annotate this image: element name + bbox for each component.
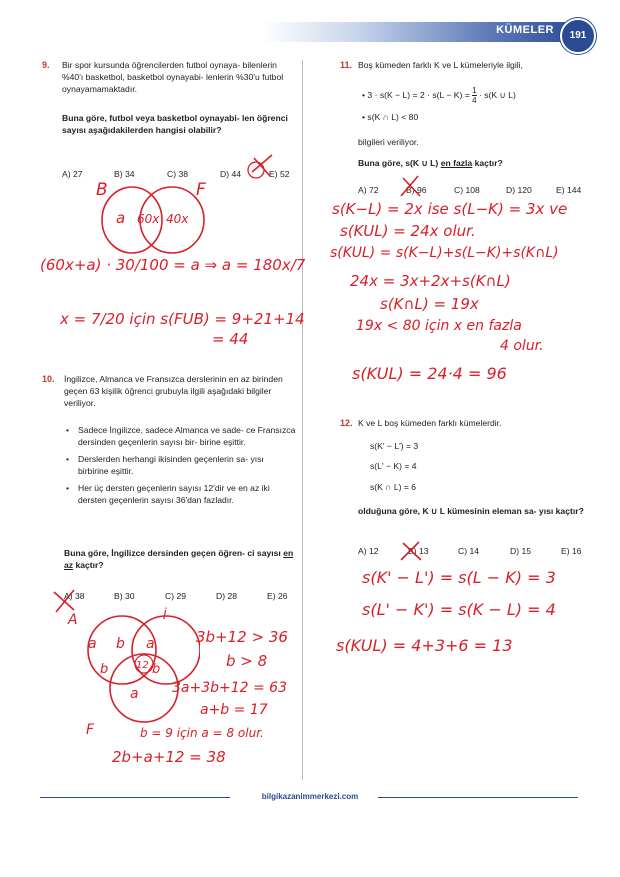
q9-hw-b: B xyxy=(96,180,108,200)
q11-hw-l7: 4 olur. xyxy=(500,338,544,354)
q9-text: Bir spor kursunda öğrencilerden futbol oynaya- bilenlerin %40'ı basketbol, basketbol oynayabi- lenlerin %30'u futbol oynayamamaktadır. xyxy=(62,60,284,94)
q9-number: 9. xyxy=(42,60,50,70)
section-title: KÜMELER xyxy=(496,24,554,36)
q12-option-b[interactable]: B) 13 xyxy=(408,546,429,556)
q11-question: Buna göre, s(K ∪ L) en fazla kaçtır? xyxy=(358,158,503,168)
q12-question: olduğuna göre, K ∪ L kümesinin eleman sa- yısı kaçtır? xyxy=(358,506,584,516)
q12-given-3: s(K ∩ L) = 6 xyxy=(370,482,417,492)
q11-formula-1: • 3 · s(K − L) = 2 · s(L − K) = $\frac{1}{4}$ · s(K ∪ L) xyxy=(362,86,516,105)
q11-hw-l5: s(K∩L) = 19x xyxy=(380,295,479,313)
q11-answer-mark xyxy=(396,172,426,202)
q10-hw-v-b2: b xyxy=(100,662,109,677)
q11-hw-l3: s(KUL) = s(K−L)+s(L−K)+s(K∩L) xyxy=(330,245,559,261)
q11-option-c[interactable]: C) 108 xyxy=(454,185,480,195)
q9-hw-eq3: = 44 xyxy=(212,330,249,348)
q9-option-d[interactable]: D) 44 xyxy=(220,169,242,179)
q12-hw-l3: s(KUL) = 4+3+6 = 13 xyxy=(336,636,513,655)
q12-option-e[interactable]: E) 16 xyxy=(561,546,582,556)
q9-hw-eq2: x = 7/20 için s(FUB) = 9+21+14 xyxy=(60,310,305,328)
q10-hw-l5: b = 9 için a = 8 olur. xyxy=(140,726,264,740)
q11-hw-l8: s(KUL) = 24·4 = 96 xyxy=(352,364,507,383)
q10-hw-v-b3: b xyxy=(152,662,161,677)
q9-hw-venn-a: a xyxy=(116,209,126,227)
q10-bullet-1: • Sadece İngilizce, sadece Almanca ve sade- ce Fransızca dersinden geçenlerin sayısı bir- birine eşittir. xyxy=(66,424,296,448)
footer-site: bilgikazanimmerkezi.com xyxy=(261,792,359,801)
q11-option-d[interactable]: D) 120 xyxy=(506,185,532,195)
q9-option-c[interactable]: C) 38 xyxy=(167,169,189,179)
q11-emphasis: en fazla xyxy=(440,158,473,168)
q10-hw-l1: 3b+12 > 36 xyxy=(196,628,288,646)
q11-text: Boş kümeden farklı K ve L kümeleriyle ilgili, xyxy=(358,60,523,70)
q12-hw-l2: s(L' − K') = s(K − L) = 4 xyxy=(362,600,556,619)
q11-hw-l6: 19x < 80 için x en fazla xyxy=(356,318,522,334)
q9-sketch xyxy=(40,150,300,270)
q9-hw-f: F xyxy=(196,180,206,200)
q9-hw-venn-r: 40x xyxy=(166,212,189,226)
q12-text: K ve L boş kümeden farklı kümelerdir. xyxy=(358,418,502,428)
q11-hw-l2: s(KUL) = 24x olur. xyxy=(340,222,476,240)
q12-number: 12. xyxy=(340,418,353,428)
q12-given-2: s(L' − K) = 4 xyxy=(370,461,417,471)
q10-hw-v-b1: b xyxy=(116,636,125,652)
q12-option-c[interactable]: C) 14 xyxy=(458,546,480,556)
q11-number: 11. xyxy=(340,60,353,70)
q10-option-a[interactable]: A) 38 xyxy=(64,591,85,601)
q10-option-e[interactable]: E) 26 xyxy=(267,591,288,601)
q10-question: Buna göre, İngilizce dersinden geçen öğren- ci sayısı en az kaçtır? xyxy=(64,548,294,570)
q11-hw-l1: s(K−L) = 2x ise s(L−K) = 3x ve xyxy=(332,200,568,218)
q12-option-a[interactable]: A) 12 xyxy=(358,546,379,556)
column-divider xyxy=(302,60,303,780)
q10-option-b[interactable]: B) 30 xyxy=(114,591,135,601)
page-number: 191 xyxy=(560,18,596,54)
q9-option-a[interactable]: A) 27 xyxy=(62,169,83,179)
q10-hw-a: A xyxy=(68,612,78,628)
q11-hw-l4: 24x = 3x+2x+s(K∩L) xyxy=(350,272,511,290)
q11-option-b[interactable]: B) 96 xyxy=(406,185,427,195)
q11-options xyxy=(358,185,598,197)
q10-bullets xyxy=(66,424,296,511)
q11-option-a[interactable]: A) 72 xyxy=(358,185,379,195)
q10-option-d[interactable]: D) 28 xyxy=(216,591,238,601)
q10-hw-v-12: 12 xyxy=(136,660,149,671)
q10-hw-l2: b > 8 xyxy=(226,652,268,670)
q12-hw-l1: s(K' − L') = s(L − K) = 3 xyxy=(362,568,556,587)
q10-hw-v-a2: a xyxy=(146,636,155,652)
q12-option-d[interactable]: D) 15 xyxy=(510,546,532,556)
q11-given: bilgileri veriliyor. xyxy=(358,137,419,147)
q10-hw-v-a1: a xyxy=(88,636,97,652)
q10-number: 10. xyxy=(42,374,55,384)
q10-sketch xyxy=(40,580,200,750)
q12-options xyxy=(358,546,598,558)
q10-hw-v-a3: a xyxy=(130,686,139,702)
q11-option-e[interactable]: E) 144 xyxy=(556,185,582,195)
q9-question: Buna göre, futbol veya basketbol oynayabi- len öğrenci sayısı aşağıdakilerden hangisi olabilir? xyxy=(62,113,288,135)
q10-hw-f: F xyxy=(86,722,95,738)
q12-answer-mark xyxy=(397,538,427,564)
q10-emphasis: en az xyxy=(64,548,294,570)
q10-hw-l3: 3a+3b+12 = 63 xyxy=(172,680,288,696)
q10-text: İngilizce, Almanca ve Fransızca derslerinin en az birinden geçen 63 kişilik öğrenci grubuyla ilgili aşağıdaki bilgiler veriliyor. xyxy=(64,374,283,408)
q9-hw-venn-mid: 60x xyxy=(137,212,160,226)
q10-hw-l4: a+b = 17 xyxy=(200,702,268,718)
q10-hw-i: İ xyxy=(163,608,167,622)
q10-option-c[interactable]: C) 29 xyxy=(165,591,187,601)
q9-hw-eq1: (60x+a) · 30/100 = a ⇒ a = 180x/7 xyxy=(40,256,306,274)
q12-given-1: s(K' − L') = 3 xyxy=(370,441,419,451)
q11-formula-2: • s(K ∩ L) < 80 xyxy=(362,112,419,122)
q10-hw-l6: 2b+a+12 = 38 xyxy=(112,748,226,766)
q10-bullet-3: • Her üç dersten geçenlerin sayısı 12'dir ve en az iki dersten geçenlerin sayısı 36'dan fazladır. xyxy=(66,482,296,506)
q9-option-e[interactable]: E) 52 xyxy=(269,169,290,179)
q10-bullet-2: • Derslerden herhangi ikisinden geçenlerin sa- yısı birbirine eşittir. xyxy=(66,453,296,477)
q9-option-b[interactable]: B) 34 xyxy=(114,169,135,179)
